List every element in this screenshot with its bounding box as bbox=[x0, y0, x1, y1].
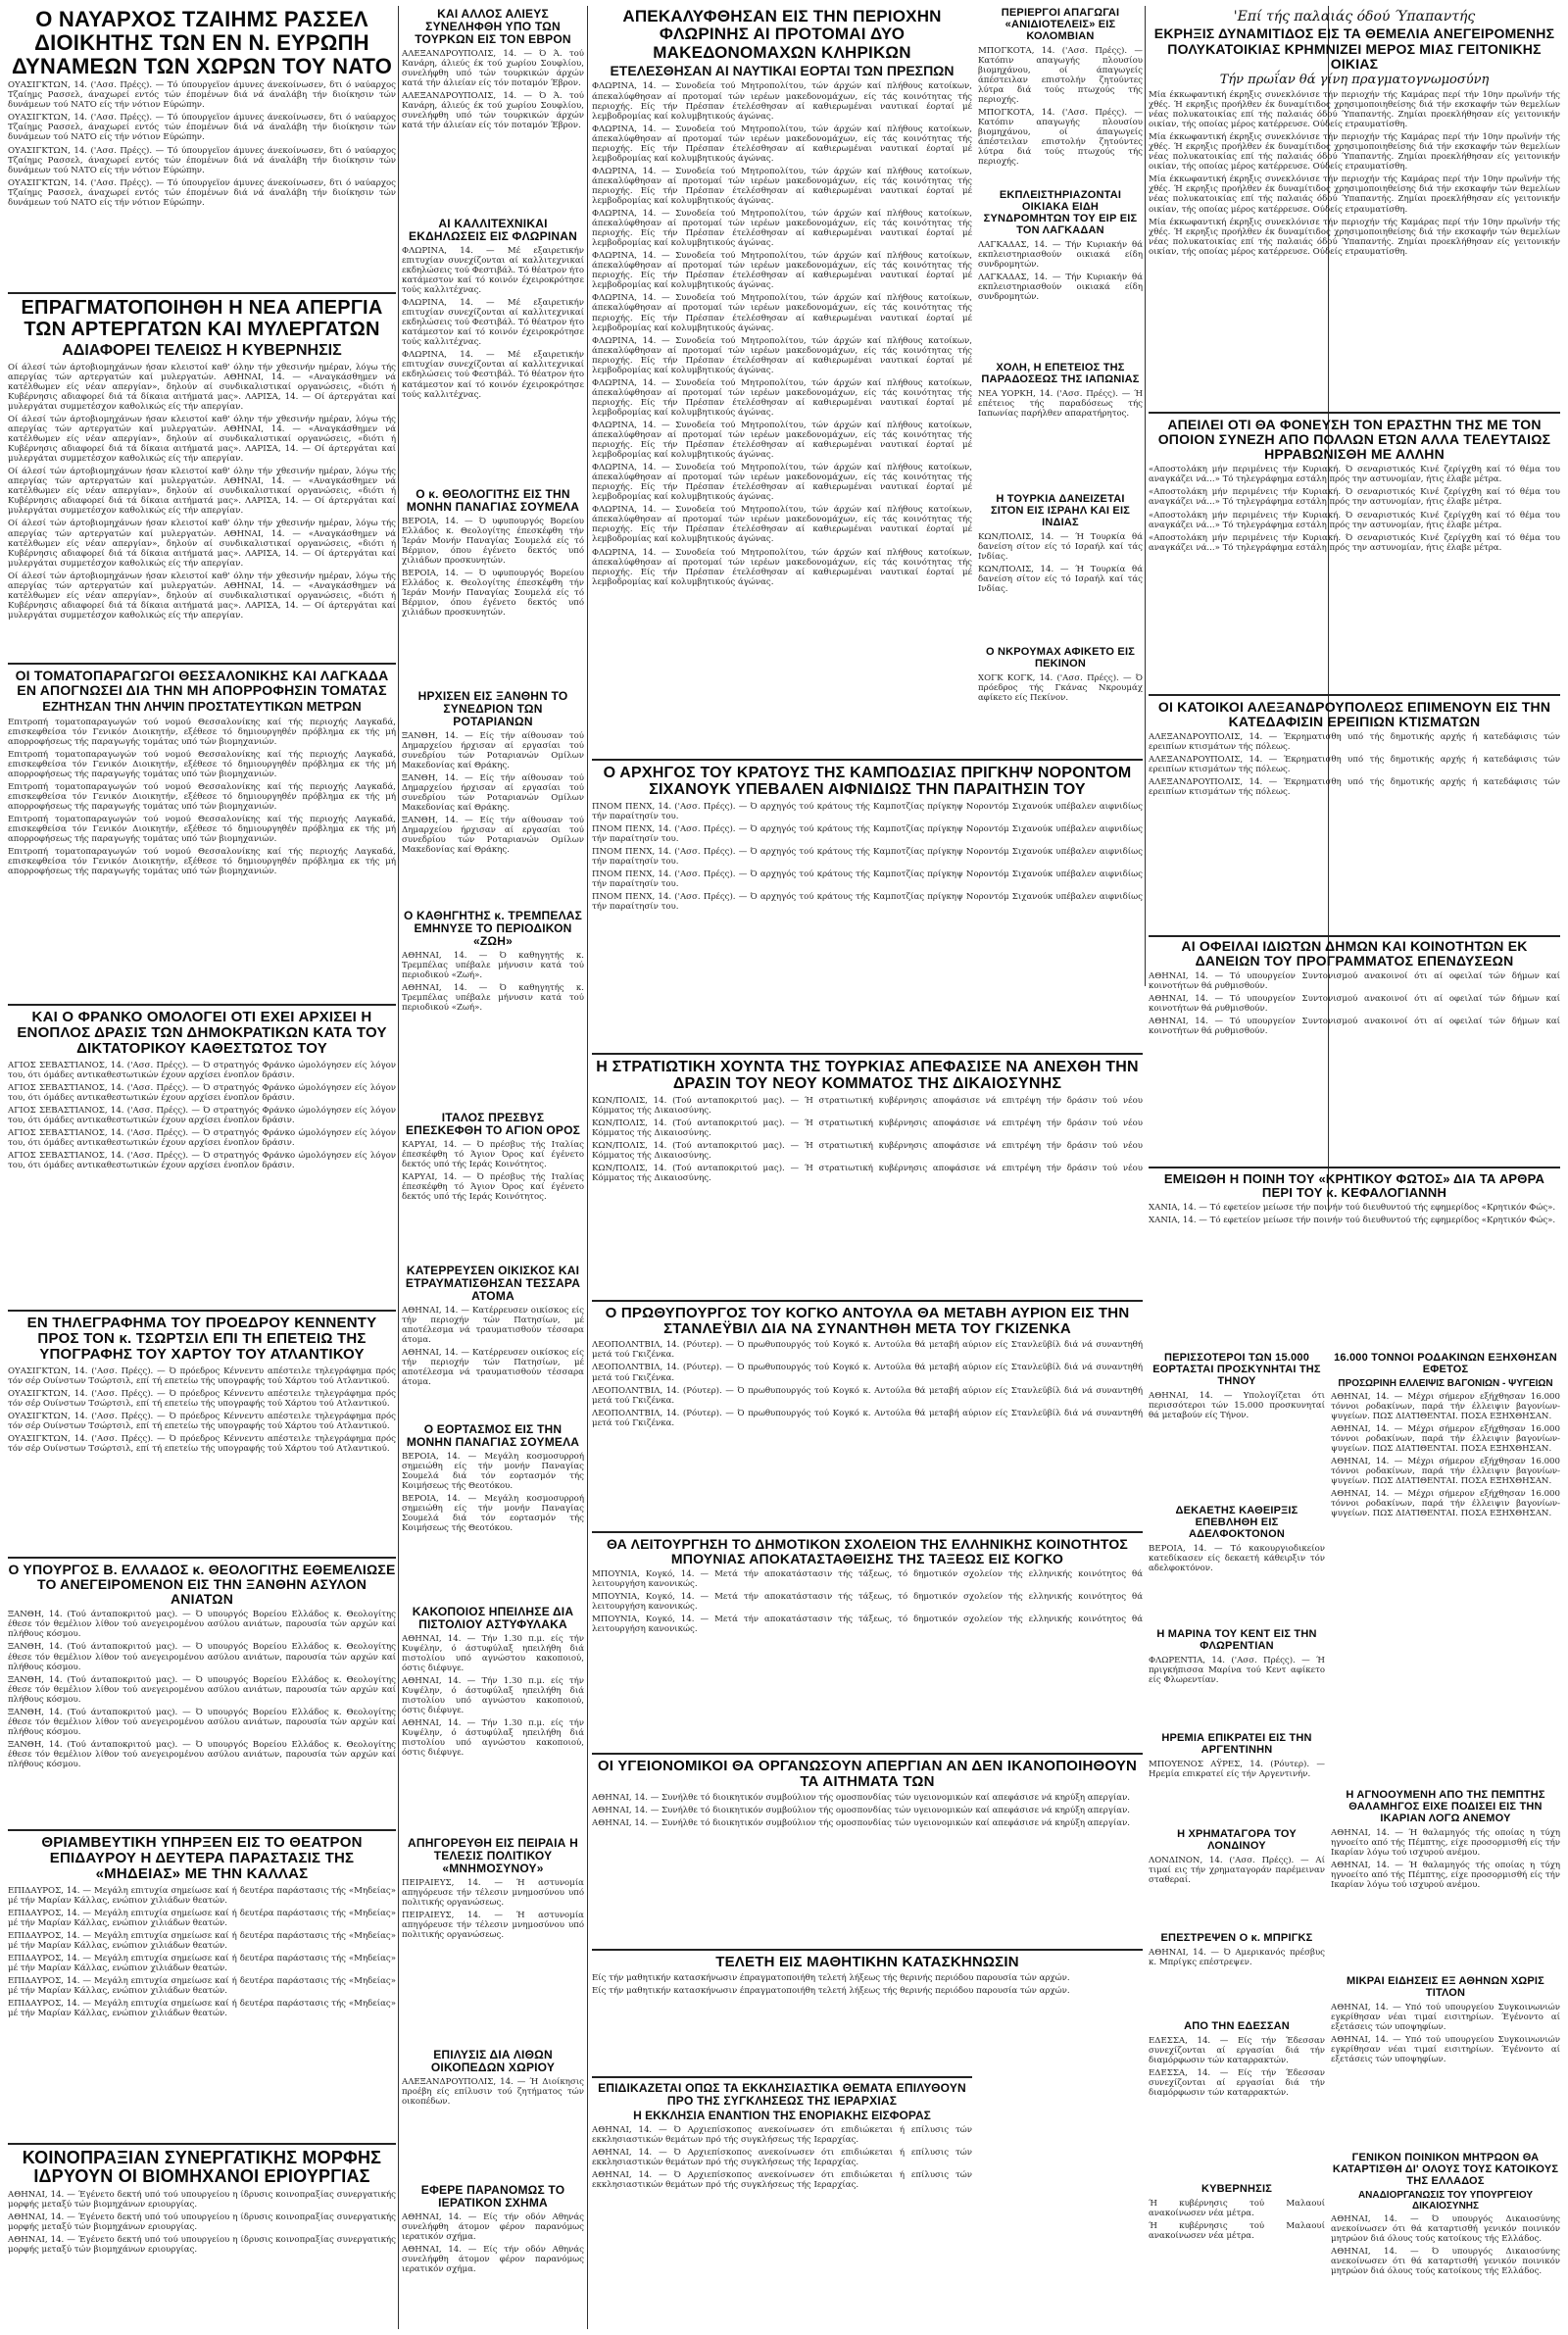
article-body: ΕΠΙΔΑΥΡΟΣ, 14. — Μεγάλη επιτυχία σημείωσε καί ή δευτέρα παράστασις τής «Μηδείας» μέ τήν Μαρίαν Κάλλας, ενώπιον χιλιάδων θεατών. bbox=[8, 1953, 396, 1973]
headline: ΙΤΑΛΟΣ ΠΡΕΣΒΥΣ ΕΠΕΣΚΕΦΘΗ ΤΟ ΑΓΙΟΝ ΟΡΟΣ bbox=[405, 1112, 581, 1137]
article-body: ΕΠΙΔΑΥΡΟΣ, 14. — Μεγάλη επιτυχία σημείωσε καί ή δευτέρα παράστασις τής «Μηδείας» μέ τήν Μαρίαν Κάλλας, ενώπιον χιλιάδων θεατών. bbox=[8, 1885, 396, 1906]
article-wool-industry bbox=[8, 2149, 396, 2329]
article-body: ΑΘΗΝΑΙ, 14. — Μέχρι σήμερον εξήχθησαν 16.000 τόννοι ροδακίνων, παρά τήν έλλειψιν βαγονίων-ψυγείων. ΠΩΣ ΔΙΑΤΙΘΕΝΤΑΙ. ΠΟΣΑ ΕΞΗΧΘΗΣΑΝ. bbox=[1331, 1391, 1560, 1421]
article-body: ΞΑΝΘΗ, 14. (Τού άνταποκριτού μας). — Ό υπουργός Βορείου Ελλάδος κ. Θεολογίτης έθεσε τόν θεμέλιον λίθον τού ανεγειρομένου ασύλου ανιάτων, παρουσία τών αρχών καί πλήθους κόσμου. bbox=[8, 1707, 396, 1737]
article-body: ΛΕΟΠΟΛΝΤΒΙΛ, 14. (Ρόυτερ). — Ό πρωθυπουργός τού Κογκό κ. Αντούλα θά μεταβή αύριον είς Στανλεϋβίλ διά νά συναντηθή μετά τού Γκιζένκα. bbox=[592, 1340, 1143, 1361]
article-body: ΑΘΗΝΑΙ, 14. — Υπό τού υπουργείου Συγκοινωνιών εγκρίθησαν νέαι τιμαί εισιτηρίων. Έγένοντο αί εξετάσεις τών υποψηφίων. bbox=[1331, 2034, 1560, 2064]
section-rule bbox=[8, 2143, 396, 2145]
article-body: ΑΘΗΝΑΙ, 14. — Τό υπουργείον Συντονισμού ανακοινοί ότι αί οφειλαί τών δήμων καί κοινοτήτων θά ρυθμισθούν. bbox=[1149, 971, 1560, 992]
subheadline: ΕΤΕΛΕΣΘΗΣΑΝ ΑΙ ΝΑΥΤΙΚΑΙ ΕΟΡΤΑΙ ΤΩΝ ΠΡΕΣΠΩΝ bbox=[610, 63, 955, 79]
article-body: ΑΘΗΝΑΙ, 14. — Κατέρρευσεν οικίσκος είς τήν περιοχήν τών Πατησίων, μέ αποτέλεσμα νά τραυματισθούν τέσσαρα άτομα. bbox=[402, 1348, 584, 1388]
article-turkey-wheat bbox=[978, 494, 1143, 641]
article-body: ΑΘΗΝΑΙ, 14. — Υπολογίζεται ότι περισσότεροι τών 15.000 προσκυνηταί θά μεταβούν είς Τήνον. bbox=[1149, 1390, 1325, 1420]
headline: ΚΥΒΕΡΝΗΣΙΣ bbox=[1200, 2184, 1273, 2195]
article-body: ΚΩΝ/ΠΟΛΙΣ, 14. — Ή Τουρκία θά δανείση σίτον είς τό Ισραήλ καί τάς Ινδίας. bbox=[978, 531, 1143, 562]
article-body: ΟΥΑΣΙΓΚΤΩΝ, 14. ('Ασσ. Πρέςς). — Τό ύπουργεϊον άμυνες άνεκοίνωσεν, δτι ό ναύαρχος Τζαίημς Ρασσελ, άναχωρεί εντός τών έπομένων διά νά άναλάβη τήν διοίκησιν τών δυνάμεων τού ΝΑΤΟ είς τήν νότιον Εύρώπην. bbox=[8, 145, 396, 175]
section-rule bbox=[592, 1949, 1143, 1951]
section-rule bbox=[8, 1829, 396, 1831]
article-body: Οί άλεσί τών άρτοβιομηχάνων ήσαν κλειστοί καθ' όλην τήν χθεσινήν ημέραν, λόγω τής απεργίας τών αρτεργατών καί μυλεργατών. ΑΘΗΝΑΙ, 14. — «Αναγκάσθημεν νά κατέλθωμεν είς νέαν απεργίαν», δηλούν αί συνδικαλιστικαί οργανώσεις, «διότι ή Κυβέρνησις αδιαφορεί διά τά δίκαια αιτήματά μας». ΛΑΡΙΣΑ, 14. — Οί άρτεργάται καί μυλεργάται συμμετέσχον καθολικώς είς τήν απεργίαν. bbox=[8, 571, 396, 621]
article-body: ΒΕΡΟΙΑ, 14. — Ό υφυπουργός Βορείου Ελλάδος κ. Θεολογίτης έπεσκέφθη τήν Ίεράν Μονήν Παναγίας Σουμελά είς τό Βέρμιον, όπου έγένετο δεκτός υπό χιλιάδων προσκυνητών. bbox=[402, 516, 584, 567]
article-body: ΒΕΡΟΙΑ, 14. — Ό υφυπουργός Βορείου Ελλάδος κ. Θεολογίτης έπεσκέφθη τήν Ίεράν Μονήν Παναγίας Σουμελά είς τό Βέρμιον, όπου έγένετο δεκτός υπό χιλιάδων προσκυνητών. bbox=[402, 569, 584, 619]
section-rule bbox=[592, 1531, 1143, 1533]
article-body: Επιτροπή τοματοπαραγωγών τού νομού Θεσσαλονίκης καί τής περιοχής Λαγκαδά, επισκεφθείσα τόν Γενικόν Διοικητήν, εξέθεσε τό δημιουργηθέν πρόβλημα εκ τής μή απορροφήσεως τής παραγωγής τομάτας υπό τών βιομηχανιών. bbox=[8, 781, 396, 812]
headline: ΕΚΡΗΞΙΣ ΔΥΝΑΜΙΤΙΔΟΣ ΕΙΣ ΤΑ ΘΕΜΕΛΙΑ ΑΝΕΓΕΙΡΟΜΕΝΗΣ ΠΟΛΥΚΑΤΟΙΚΙΑΣ ΚΡΗΜΝΙΖΕΙ ΜΕΡΟΣ ΜΙΑΣ ΓΕΙΤΟΝΙΚΗΣ ΟΙΚΙΑΣ bbox=[1153, 25, 1555, 72]
article-plots bbox=[402, 2049, 584, 2178]
article-body: ΑΛΕΞΑΝΔΡΟΥΠΟΛΙΣ, 14. — Ό Ά. τού Κανάρη, άλιεύς έκ τού χωρίου Σουφλίου, συνελήφθη υπό τών τουρκικών άρχών κατά τήν άλιείαν είς τόν ποταμόν Έβρον. bbox=[402, 48, 584, 88]
headline: ΘΑ ΛΕΙΤΟΥΡΓΗΣΗ ΤΟ ΔΗΜΟΤΙΚΟΝ ΣΧΟΛΕΙΟΝ ΤΗΣ ΕΛΛΗΝΙΚΗΣ ΚΟΙΝΟΤΗΤΟΣ ΜΠΟΥΝΙΑΣ ΑΠΟΚΑΤΑΣΤΑΘΕΙΣΗΣ ΤΗΣ ΤΑΞΕΩΣ ΕΙΣ ΚΟΓΚΟ bbox=[606, 1537, 1129, 1567]
article-body: ΕΔΕΣΣΑ, 14. — Είς τήν Έδεσσαν συνεχίζονται αί εργασίαι διά τήν διαμόρφωσιν τών καταρρακτών. bbox=[1149, 2068, 1325, 2099]
headline: ΚΑΙ Ο ΦΡΑΝΚΟ ΟΜΟΛΟΓΕΙ ΟΤΙ ΕΧΕΙ ΑΡΧΙΣΕΙ Η ΕΝΟΠΛΟΣ ΔΡΑΣΙΣ ΤΩΝ ΔΗΜΟΚΡΑΤΙΚΩΝ ΚΑΤΑ ΤΟΥ ΔΙΚΤΑΤΟΡΙΚΟΥ ΚΑΘΕΣΤΩΤΟΣ ΤΟΥ bbox=[17, 1010, 387, 1058]
article-body: ΞΑΝΘΗ, 14. (Τού άνταποκριτού μας). — Ό υπουργός Βορείου Ελλάδος κ. Θεολογίτης έθεσε τόν θεμέλιον λίθον τού ανεγειρομένου ασύλου ανιάτων, παρουσία τών αρχών καί πλήθους κόσμου. bbox=[8, 1674, 396, 1705]
article-body: Μία έκκωφαντική έκρηξις συνεκλόνισε τήν περιοχήν τής Καμάρας περί τήν 10ην πρωϊνήν τής χθές. Ή εκρηξις προήλθεν έκ δυναμίτιδος χρησιμοποιηθείσης διά τήν εκσκαφήν τών θεμελίων νέας πολυκατοικίας επί τής παλαιάς όδού Ύπαπαντής. Ζημίαι προεκλήθησαν είς γειτονικήν οικίαν, τής οποίας μέρος κατέρρευσε. Ούδείς ετραυματίσθη. bbox=[1149, 217, 1560, 257]
article-body: ΑΘΗΝΑΙ, 14. — Μέχρι σήμερον εξήχθησαν 16.000 τόννοι ροδακίνων, παρά τήν έλλειψιν βαγονίων-ψυγείων. ΠΩΣ ΔΙΑΤΙΘΕΝΤΑΙ. ΠΟΣΑ ΕΞΗΧΘΗΣΑΝ. bbox=[1331, 1423, 1560, 1454]
headline: Ο ΝΚΡΟΥΜΑΧ ΑΦΙΚΕΤΟ ΕΙΣ ΠΕΚΙΝΟΝ bbox=[985, 647, 1136, 670]
article-body: ΑΓΙΟΣ ΣΕΒΑΣΤΙΑΝΟΣ, 14. ('Ασσ. Πρέςς). — Ό στρατηγός Φράνκο ώμολόγησεν είς λόγον του, ότι όμάδες αντικαθεστωτικών έχουν αρχίσει ένοπλον δράσιν. bbox=[8, 1105, 396, 1125]
article-body: ΕΠΙΔΑΥΡΟΣ, 14. — Μεγάλη επιτυχία σημείωσε καί ή δευτέρα παράστασις τής «Μηδείας» μέ τήν Μαρίαν Κάλλας, ενώπιον χιλιάδων θεατών. bbox=[8, 1999, 396, 2019]
section-rule bbox=[8, 663, 396, 665]
article-theologitis-asylum bbox=[8, 1563, 396, 1825]
article-body: Μία έκκωφαντική έκρηξις συνεκλόνισε τήν περιοχήν τής Καμάρας περί τήν 10ην πρωϊνήν τής χθές. Ή εκρηξις προήλθεν έκ δυναμίτιδος χρησιμοποιηθείσης διά τήν εκσκαφήν τών θεμελίων νέας πολυκατοικίας επί τής παλαιάς όδού Ύπαπαντής. Ζημίαι προεκλήθησαν είς γειτονικήν οικίαν, τής οποίας μέρος κατέρρευσε. Ούδείς ετραυματίσθη. bbox=[1149, 132, 1560, 173]
headline: ΗΡΕΜΙΑ ΕΠΙΚΡΑΤΕΙ ΕΙΣ ΤΗΝ ΑΡΓΕΝΤΙΝΗΝ bbox=[1161, 1733, 1312, 1756]
article-trempelas-zoi bbox=[402, 910, 584, 1106]
headline: ΕΜΕΙΩΘΗ Η ΠΟΙΝΗ ΤΟΥ «ΚΡΗΤΙΚΟΥ ΦΩΤΟΣ» ΔΙΑ ΤΑ ΑΡΘΡΑ ΠΕΡΙ ΤΟΥ κ. ΚΕΦΑΛΟΓΙΑΝΝΗ bbox=[1163, 1172, 1545, 1201]
article-body: ΦΛΩΡΙΝΑ, 14. — Συνοδεία τού Μητροπολίτου, τών άρχών καί πλήθους κατοίκων, άπεκαλύφθησαν αί προτομαί τών ιερέων μακεδονομάχων, είς τάς κοινότητας τής περιοχής. Είς τήν Πρέσπαν έτελέσθησαν αί καθιερωμέναι ναυτικαί έορταί μέ λεμβοδρομίας καί κολυμβητικούς άγώνας. bbox=[592, 293, 972, 333]
article-government bbox=[1149, 2184, 1325, 2329]
subheadline: Τήν πρωΐαν θά γίνη πραγματογνωμοσύνη bbox=[1219, 72, 1490, 87]
article-body: «Αποστολάκη μήν περιμένεις τήν Κυριακή. Ό σεναριστικός Κινέ ζερίγχθη καί τό θέμα του αναγκάζει νά...» Τό τηλεγράφημα εστάλη πρός την αστυνομίαν, ήτις έλαβε μέτρα. bbox=[1149, 487, 1560, 508]
article-edessa bbox=[1149, 2021, 1325, 2178]
headline: ΘΡΙΑΜΒΕΥΤΙΚΗ ΥΠΗΡΞΕΝ ΕΙΣ ΤΟ ΘΕΑΤΡΟΝ ΕΠΙΔΑΥΡΟΥ Η ΔΕΥΤΕΡΑ ΠΑΡΑΣΤΑΣΙΣ ΤΗΣ «ΜΗΔΕΙΑΣ» ΜΕ ΤΗΝ ΚΑΛΛΑΣ bbox=[41, 1835, 363, 1883]
article-body: ΑΘΗΝΑΙ, 14. — Συνήλθε τό διοικητικόν συμβούλιον τής ομοσπονδίας τών υγειονομικών καί απεφάσισε νά κηρύξη απεργίαν. bbox=[592, 1806, 1131, 1816]
article-body: ΑΘΗΝΑΙ, 14. — Τό υπουργείον Συντονισμού ανακοινοί ότι αί οφειλαί τών δήμων καί κοινοτήτων θά ρυθμισθούν. bbox=[1149, 1017, 1560, 1037]
headline: Η ΑΓΝΟΟΥΜΕΝΗ ΑΠΟ ΤΗΣ ΠΕΜΠΤΗΣ ΘΑΛΑΜΗΓΟΣ ΕΙΧΕ ΠΟΔΙΣΕΙ ΕΙΣ ΤΗΝ ΙΚΑΡΙΑΝ ΛΟΓΩ ΑΝΕΜΟΥ bbox=[1346, 1790, 1545, 1824]
article-body: ΟΥΑΣΙΓΚΤΩΝ, 14. ('Ασσ. Πρέςς). — Ό πρόεδρος Κέννεντυ απέστειλε τηλεγράφημα πρός τόν σέρ Ουίνστων Τσώρτσιλ, επί τή επετείω τής υπογραφής τού Χάρτου τού Ατλαντικού. bbox=[8, 1411, 396, 1431]
article-body: ΑΘΗΝΑΙ, 14. — Τήν 1.30 π.μ. είς τήν Κυψέλην, ό άστυφύλαξ ηπειλήθη διά πιστολίου υπό αγνώστου κακοποιού, όστις διέφυγε. bbox=[402, 1633, 584, 1674]
article-body: ΦΛΩΡΙΝΑ, 14. — Συνοδεία τού Μητροπολίτου, τών άρχών καί πλήθους κατοίκων, άπεκαλύφθησαν αί προτομαί τών ιερέων μακεδονομάχων, είς τάς κοινότητας τής περιοχής. Είς τήν Πρέσπαν έτελέσθησαν αί καθιερωμέναι ναυτικαί έορταί μέ λεμβοδρομίας καί κολυμβητικούς άγώνας. bbox=[592, 463, 972, 503]
article-bakers-strike bbox=[8, 298, 396, 659]
headline: Ο ΑΡΧΗΓΟΣ ΤΟΥ ΚΡΑΤΟΥΣ ΤΗΣ ΚΑΜΠΟΔΣΙΑΣ ΠΡΙΓΚΗΨ ΝΟΡΟΝΤΟΜ ΣΙΧΑΝΟΥΚ ΥΠΕΒΑΛΕΝ ΑΙΦΝΙΔΙΩΣ ΤΗΝ ΠΑΡΑΙΤΗΣΙΝ ΤΟΥ bbox=[603, 765, 1132, 799]
article-body: ΒΕΡΟΙΑ, 14. — Μεγάλη κοσμοσυρροή σημειώθη είς τήν μονήν Παναγίας Σουμελά διά τόν εορτασμόν τής Κοιμήσεως τής Θεοτόκου. bbox=[402, 1494, 584, 1534]
article-tomato-growers bbox=[8, 669, 396, 1002]
article-argentina-calm bbox=[1149, 1733, 1325, 1823]
article-franco bbox=[8, 1010, 396, 1304]
headline: ΕΠΙΔΙΚΑΖΕΤΑΙ ΟΠΩΣ ΤΑ ΕΚΚΛΗΣΙΑΣΤΙΚΑ ΘΕΜΑΤΑ ΕΠΙΛΥΘΟΥΝ ΠΡΟ ΤΗΣ ΣΥΓΚΛΗΣΕΩΣ ΤΗΣ ΙΕΡΑΡΧΙΑΣ bbox=[598, 2082, 966, 2108]
article-clerical-garb bbox=[402, 2184, 584, 2329]
article-body: ΑΘΗΝΑΙ, 14. — Ή θαλαμηγός τής οποίας η τύχη ηγνοείτο από τής Πέμπτης, είχε προσορμισθή είς τήν Ικαρίαν λόγω τού ισχυρού ανέμου. bbox=[1331, 1827, 1560, 1858]
article-body: ΛΕΟΠΟΛΝΤΒΙΛ, 14. (Ρόυτερ). — Ό πρωθυπουργός τού Κογκό κ. Αντούλα θά μεταβή αύριον είς Στανλεϋβίλ διά νά συναντηθή μετά τού Γκιζένκα. bbox=[592, 1408, 1143, 1428]
section-rule bbox=[1149, 694, 1560, 696]
article-body: ΕΠΙΔΑΥΡΟΣ, 14. — Μεγάλη επιτυχία σημείωσε καί ή δευτέρα παράστασις τής «Μηδείας» μέ τήν Μαρίαν Κάλλας, ενώπιον χιλιάδων θεατών. bbox=[8, 1930, 396, 1951]
article-peach-exports bbox=[1331, 1353, 1560, 1784]
headline: ΓΕΝΙΚΟΝ ΠΟΙΝΙΚΟΝ ΜΗΤΡΩΟΝ ΘΑ ΚΑΤΑΡΤΙΣΘΗ ΔΙ' ΟΛΟΥΣ ΤΟΥΣ ΚΑΤΟΙΚΟΥΣ ΤΗΣ ΕΛΛΑΔΟΣ bbox=[1332, 2153, 1559, 2187]
article-body: ΑΘΗΝΑΙ, 14. — Κατέρρευσεν οικίσκος είς τήν περιοχήν τών Πατησίων, μέ αποτέλεσμα νά τραυματισθούν τέσσαρα άτομα. bbox=[402, 1305, 584, 1345]
article-admiral-russell bbox=[8, 8, 396, 292]
article-body: ΑΘΗΝΑΙ, 14. — Έγένετο δεκτή υπό τού υπουργείου η ίδρυσις κοινοπραξίας συνεργατικής μορφής μεταξύ τών βιομηχάνων εριουργίας. bbox=[8, 2235, 396, 2256]
article-dynamite-explosion bbox=[1149, 8, 1560, 410]
article-body: ΑΓΙΟΣ ΣΕΒΑΣΤΙΑΝΟΣ, 14. ('Ασσ. Πρέςς). — Ό στρατηγός Φράνκο ώμολόγησεν είς λόγον του, ότι όμάδες αντικαθεστωτικών έχουν αρχίσει ένοπλον δράσιν. bbox=[8, 1082, 396, 1103]
article-body: ΦΛΩΡΙΝΑ, 14. — Συνοδεία τού Μητροπολίτου, τών άρχών καί πλήθους κατοίκων, άπεκαλύφθησαν αί προτομαί τών ιερέων μακεδονομάχων, είς τάς κοινότητας τής περιοχής. Είς τήν Πρέσπαν έτελέσθησαν αί καθιερωμέναι ναυτικαί έορταί μέ λεμβοδρομίας καί κολυμβητικούς άγώνας. bbox=[592, 335, 972, 375]
article-body: ΕΠΙΔΑΥΡΟΣ, 14. — Μεγάλη επιτυχία σημείωσε καί ή δευτέρα παράστασις τής «Μηδείας» μέ τήν Μαρίαν Κάλλας, ενώπιον χιλιάδων θεατών. bbox=[8, 1908, 396, 1928]
article-body: ΦΛΩΡΙΝΑ, 14. — Μέ εξαιρετικήν επιτυχίαν συνεχίζονται αί καλλιτεχνικαί εκδηλώσεις τού Φεστιβάλ. Τό θέατρον ήτο κατάμεστον καί τό κοινόν έχειροκρότησε τούς καλλιτέχνας. bbox=[402, 245, 584, 296]
headline: ΕΠΙΛΥΣΙΣ ΔΙΑ ΛΙΘΩΝ ΟΙΚΟΠΕΔΩΝ ΧΩΡΙΟΥ bbox=[430, 2049, 556, 2074]
headline: ΔΕΚΑΕΤΗΣ ΚΑΘΕΙΡΞΙΣ ΕΠΕΒΛΗΘΗ ΕΙΣ ΑΔΕΛΦΟΚΤΟΝΟΝ bbox=[1175, 1506, 1298, 1540]
article-body: ΜΠΟΥΝΙΑ, Κογκό, 14. — Μετά τήν αποκατάστασιν τής τάξεως, τό δημοτικόν σχολείον τής ελληνικής κοινότητος θά λειτουργήση κανονικώς. bbox=[592, 1615, 1143, 1635]
article-body: Είς τήν μαθητικήν κατασκήνωσιν έπραγματοποιήθη τελετή λήξεως τής θερινής περιόδου παρουσία τών αρχών. bbox=[592, 1973, 1070, 1984]
article-london-exchange bbox=[1149, 1829, 1325, 1927]
section-rule bbox=[1149, 935, 1560, 937]
article-body: ΦΛΩΡΙΝΑ, 14. — Συνοδεία τού Μητροπολίτου, τών άρχών καί πλήθους κατοίκων, άπεκαλύφθησαν αί προτομαί τών ιερέων μακεδονομάχων, είς τάς κοινότητας τής περιοχής. Είς τήν Πρέσπαν έτελέσθησαν αί καθιερωμέναι ναυτικαί έορταί μέ λεμβοδρομίας καί κολυμβητικούς άγώνας. bbox=[592, 209, 972, 249]
article-body: ΑΘΗΝΑΙ, 14. — Έγένετο δεκτή υπό τού υπουργείου η ίδρυσις κοινοπραξίας συνεργατικής μορφής μεταξύ τών βιομηχάνων εριουργίας. bbox=[8, 2211, 396, 2233]
article-body: Μία έκκωφαντική έκρηξις συνεκλόνισε τήν περιοχήν τής Καμάρας περί τήν 10ην πρωϊνήν τής χθές. Ή εκρηξις προήλθεν έκ δυναμίτιδος χρησιμοποιηθείσης διά τήν εκσκαφήν τών θεμελίων νέας πολυκατοικίας επί τής παλαιάς όδού Ύπαπαντής. Ζημίαι προεκλήθησαν είς γειτονικήν οικίαν, τής οποίας μέρος κατέρρευσε. Ούδείς ετραυματίσθη. bbox=[1149, 90, 1560, 130]
article-body: Οί άλεσί τών άρτοβιομηχάνων ήσαν κλειστοί καθ' όλην τήν χθεσινήν ημέραν, λόγω τής απεργίας τών αρτεργατών καί μυλεργατών. ΑΘΗΝΑΙ, 14. — «Αναγκάσθημεν νά κατέλθωμεν είς νέαν απεργίαν», δηλούν αί συνδικαλιστικαί οργανώσεις, «διότι ή Κυβέρνησις αδιαφορεί διά τά δίκαια αιτήματά μας». ΛΑΡΙΣΑ, 14. — Οί άρτεργάται καί μυλεργάται συμμετέσχον καθολικώς είς τήν απεργίαν. bbox=[8, 362, 396, 412]
article-house-collapse bbox=[402, 1265, 584, 1417]
article-body: ΠΝΟΜ ΠΕΝΧ, 14. ('Ασσ. Πρέςς). — Ό αρχηγός τού κράτους τής Καμποτζίας πρίγκηψ Νοροντόμ Σιχανούκ υπέβαλεν αιφνιδίως τήν παραίτησίν του. bbox=[592, 891, 1143, 912]
article-body: ΑΘΗΝΑΙ, 14. — Τήν 1.30 π.μ. είς τήν Κυψέλην, ό άστυφύλαξ ηπειλήθη διά πιστολίου υπό αγνώστου κακοποιού, όστις διέφυγε. bbox=[402, 1718, 584, 1759]
article-body: ΠΝΟΜ ΠΕΝΧ, 14. ('Ασσ. Πρέςς). — Ό αρχηγός τού κράτους τής Καμποτζίας πρίγκηψ Νοροντόμ Σιχανούκ υπέβαλεν αιφνιδίως τήν παραίτησίν του. bbox=[592, 846, 1143, 867]
article-student-camp bbox=[592, 1955, 1143, 2072]
article-body: «Αποστολάκη μήν περιμένεις τήν Κυριακή. Ό σεναριστικός Κινέ ζερίγχθη καί τό θέμα του αναγκάζει νά...» Τό τηλεγράφημα εστάλη πρός την αστυνομίαν, ήτις έλαβε μέτρα. bbox=[1149, 465, 1560, 485]
article-body: ΞΑΝΘΗ, 14. (Τού άνταποκριτού μας). — Ό υπουργός Βορείου Ελλάδος κ. Θεολογίτης έθεσε τόν θεμέλιον λίθον τού ανεγειρομένου ασύλου ανιάτων, παρουσία τών αρχών καί πλήθους κόσμου. bbox=[8, 1739, 396, 1769]
article-nkrumah-peking bbox=[978, 647, 1143, 753]
section-rule bbox=[592, 1753, 1143, 1755]
headline: ΑΠΟ ΤΗΝ ΕΔΕΣΣΑΝ bbox=[1184, 2021, 1290, 2032]
article-body: ΑΛΕΞΑΝΔΡΟΥΠΟΛΙΣ, 14. — Έκρηματισθη υπό τής δημοτικής αρχής ή κατεδάφισις τών ερειπίων κτισμάτων τής πόλεως. bbox=[1149, 755, 1560, 775]
article-body: ΑΘΗΝΑΙ, 14. — Μέχρι σήμερον εξήχθησαν 16.000 τόννοι ροδακίνων, παρά τήν έλλειψιν βαγονίων-ψυγείων. ΠΩΣ ΔΙΑΤΙΘΕΝΤΑΙ. ΠΟΣΑ ΕΞΗΧΘΗΣΑΝ. bbox=[1331, 1489, 1560, 1519]
headline: Η ΤΟΥΡΚΙΑ ΔΑΝΕΙΖΕΤΑΙ ΣΙΤΟΝ ΕΙΣ ΙΣΡΑΗΛ ΚΑΙ ΕΙΣ ΙΝΔΙΑΣ bbox=[990, 494, 1131, 528]
article-body: ΞΑΝΘΗ, 14. (Τού άνταποκριτού μας). — Ό υπουργός Βορείου Ελλάδος κ. Θεολογίτης έθεσε τόν θεμέλιον λίθον τού ανεγειρομένου ασύλου ανιάτων, παρουσία τών αρχών καί πλήθους κόσμου. bbox=[8, 1610, 396, 1640]
article-body: ΧΑΝΙΑ, 14. — Τό εφετείον μείωσε τήν ποινήν τού διευθυντού τής εφημερίδος «Κρητικόν Φώς». bbox=[1149, 1203, 1556, 1214]
article-body: ΚΩΝ/ΠΟΛΙΣ, 14. (Τού ανταποκριτού μας). — Ή στρατιωτική κυβέρνησις αποφάσισε νά επιτρέψη τήν δράσιν τού νέου Κόμματος τής Δικαιοσύνης. bbox=[592, 1095, 1143, 1116]
article-body: ΠΕΙΡΑΙΕΥΣ, 14. — Ή αστυνομία απηγόρευσε τήν τέλεσιν μνημοσύνου υπό πολιτικής οργανώσεως. bbox=[402, 1911, 584, 1941]
article-body: ΑΘΗΝΑΙ, 14. — Είς τήν οδόν Αθηνάς συνελήφθη άτομον φέρον παρανόμως ιερατικόν σχήμα. bbox=[402, 2245, 584, 2275]
article-body: ΑΘΗΝΑΙ, 14. — Ό υπουργός Δικαιοσύνης ανεκοίνωσεν ότι θά καταρτισθή γενικόν ποινικόν μητρώον διά όλους τούς κατοίκους τής Ελλάδος. bbox=[1331, 2246, 1560, 2276]
section-rule bbox=[592, 2076, 972, 2078]
section-rule bbox=[8, 1557, 396, 1559]
headline: ΟΙ ΚΑΤΟΙΚΟΙ ΑΛΕΞΑΝΔΡΟΥΠΟΛΕΩΣ ΕΠΙΜΕΝΟΥΝ ΕΙΣ ΤΗΝ ΚΑΤΕΔΑΦΙΣΙΝ ΕΡΕΙΠΙΩΝ ΚΤΙΣΜΑΤΩΝ bbox=[1157, 700, 1551, 730]
article-body: ΦΛΩΡΕΝΤΙΑ, 14. ('Ασσ. Πρέςς). — Ή πριγκήπισσα Μαρίνα τού Κεντ αφίκετο είς Φλωρεντίαν. bbox=[1149, 1655, 1325, 1685]
article-body: ΑΘΗΝΑΙ, 14. — Ό υπουργός Δικαιοσύνης ανεκοίνωσεν ότι θά καταρτισθή γενικόν ποινικόν μητρώον διά όλους τούς κατοίκους τής Ελλάδος. bbox=[1331, 2213, 1560, 2244]
article-body: ΑΓΙΟΣ ΣΕΒΑΣΤΙΑΝΟΣ, 14. ('Ασσ. Πρέςς). — Ό στρατηγός Φράνκο ώμολόγησεν είς λόγον του, ότι όμάδες αντικαθεστωτικών έχουν αρχίσει ένοπλον δράσιν. bbox=[8, 1127, 396, 1148]
article-callas-medea bbox=[8, 1835, 396, 2139]
subheadline: Η ΕΚΚΛΗΣΙΑ ΕΝΑΝΤΙΟΝ ΤΗΣ ΕΝΟΡΙΑΚΗΣ ΕΙΣΦΟΡΑΣ bbox=[633, 2108, 931, 2122]
article-body: ΑΘΗΝΑΙ, 14. — Έγένετο δεκτή υπό τού υπουργείου η ίδρυσις κοινοπραξίας συνεργατικής μορφής μεταξύ τών βιομηχάνων εριουργίας. bbox=[8, 2189, 396, 2210]
article-soumela-visit bbox=[402, 488, 584, 684]
article-body: ΜΠΟΓΚΟΤΑ, 14. ('Ασσ. Πρέςς). — Κατόπιν απαγωγής πλουσίου βιομηχάνου, οί άπαγωγείς άπέστειλαν επιστολήν ζητούντες λύτρα διά τούς πτωχούς τής περιοχής. bbox=[978, 107, 1143, 168]
column-divider bbox=[1145, 6, 1146, 986]
headline: ΤΕΛΕΤΗ ΕΙΣ ΜΑΘΗΤΙΚΗΝ ΚΑΤΑΣΚΗΝΩΣΙΝ bbox=[715, 1955, 1019, 1970]
article-lagkadas-auction bbox=[978, 190, 1143, 357]
article-body: ΟΥΑΣΙΓΚΤΩΝ, 14. ('Ασσ. Πρέςς). — Ό πρόεδρος Κέννεντυ απέστειλε τηλεγράφημα πρός τόν σέρ Ουίνστων Τσώρτσιλ, επί τή επετείω τής υπογραφής τού Χάρτου τού Ατλαντικού. bbox=[8, 1388, 396, 1409]
article-yacht-ikaria bbox=[1331, 1790, 1560, 1970]
article-body: ΟΥΑΣΙΓΚΤΩΝ, 14. ('Ασσ. Πρέςς). — Τό ύπουργεϊον άμυνες άνεκοίνωσεν, δτι ό ναύαρχος Τζαίημς Ρασσελ, άναχωρεί εντός τών έπομένων διά νά άναλάβη τήν διοίκησιν τών δυνάμεων τού ΝΑΤΟ είς τήν νότιον Εύρώπην. bbox=[8, 113, 396, 143]
article-body: ΛΑΓΚΑΔΑΣ, 14. — Τήν Κυριακήν θά εκπλειστηριασθούν οικιακά είδη συνδρομητών. bbox=[978, 272, 1143, 302]
article-body: ΚΩΝ/ΠΟΛΙΣ, 14. (Τού ανταποκριτού μας). — Ή στρατιωτική κυβέρνησις αποφάσισε νά επιτρέψη τήν δράσιν τού νέου Κόμματος τής Δικαιοσύνης. bbox=[592, 1118, 1143, 1138]
article-body: ΟΥΑΣΙΓΚΤΩΝ, 14. ('Ασσ. Πρέςς). — Ό πρόεδρος Κέννεντυ απέστειλε τηλεγράφημα πρός τόν σέρ Ουίνστων Τσώρτσιλ, επί τή επετείω τής υπογραφής τού Χάρτου τού Ατλαντικού. bbox=[8, 1433, 396, 1454]
section-rule bbox=[592, 1053, 1143, 1055]
article-fratricide bbox=[1149, 1506, 1325, 1623]
column-divider bbox=[398, 6, 399, 2329]
article-body: ΑΘΗΝΑΙ, 14. — Ή θαλαμηγός τής οποίας η τύχη ηγνοείτο από τής Πέμπτης, είχε προσορμισθή είς τήν Ικαρίαν λόγω τού ισχυρού ανέμου. bbox=[1331, 1860, 1560, 1890]
article-piraeus-memorial bbox=[402, 1837, 584, 2043]
article-body: Επιτροπή τοματοπαραγωγών τού νομού Θεσσαλονίκης καί τής περιοχής Λαγκαδά, επισκεφθείσα τόν Γενικόν Διοικητήν, εξέθεσε τό δημιουργηθέν πρόβλημα εκ τής μή απορροφήσεως τής παραγωγής τομάτας υπό τών βιομηχανιών. bbox=[8, 717, 396, 747]
article-florina-busts bbox=[592, 8, 972, 753]
article-body: ΦΛΩΡΙΝΑ, 14. — Συνοδεία τού Μητροπολίτου, τών άρχών καί πλήθους κατοίκων, άπεκαλύφθησαν αί προτομαί τών ιερέων μακεδονομάχων, είς τάς κοινότητας τής περιοχής. Είς τήν Πρέσπαν έτελέσθησαν αί καθιερωμέναι ναυτικαί έορταί μέ λεμβοδρομίας καί κολυμβητικούς άγώνας. bbox=[592, 124, 972, 164]
section-rule bbox=[592, 759, 1143, 761]
article-body: ΞΑΝΘΗ, 14. — Είς τήν αίθουσαν τού Δημαρχείου ήρχισαν αί εργασίαι τού συνεδρίου τών Ροταριανών Ομίλων Μακεδονίας καί Θράκης. bbox=[402, 730, 584, 770]
article-body: Επιτροπή τοματοπαραγωγών τού νομού Θεσσαλονίκης καί τής περιοχής Λαγκαδά, επισκεφθείσα τόν Γενικόν Διοικητήν, εξέθεσε τό δημιουργηθέν πρόβλημα εκ τής μή απορροφήσεως τής παραγωγής τομάτας υπό τών βιομηχανιών. bbox=[8, 749, 396, 779]
article-body: Μία έκκωφαντική έκρηξις συνεκλόνισε τήν περιοχήν τής Καμάρας περί τήν 10ην πρωϊνήν τής χθές. Ή εκρηξις προήλθεν έκ δυναμίτιδος χρησιμοποιηθείσης διά τήν εκσκαφήν τών θεμελίων νέας πολυκατοικίας επί τής παλαιάς όδού Ύπαπαντής. Ζημίαι προεκλήθησαν είς γειτονικήν οικίαν, τής οποίας μέρος κατέρρευσε. Ούδείς ετραυματίσθη. bbox=[1149, 174, 1560, 215]
headline: ΜΙΚΡΑΙ ΕΙΔΗΣΕΙΣ ΕΞ ΑΘΗΝΩΝ ΧΩΡΙΣ ΤΙΤΛΟΝ bbox=[1347, 1976, 1544, 1999]
section-rule bbox=[1149, 1167, 1560, 1168]
article-body: ΑΛΕΞΑΝΔΡΟΥΠΟΛΙΣ, 14. — Ή Διοίκησις προέβη είς επίλυσιν τού ζητήματος τών οικοπέδων. bbox=[402, 2076, 584, 2107]
article-soumela-feast bbox=[402, 1423, 584, 1600]
article-body: ΦΛΩΡΙΝΑ, 14. — Μέ εξαιρετικήν επιτυχίαν συνεχίζονται αί καλλιτεχνικαί εκδηλώσεις τού Φεστιβάλ. Τό θέατρον ήτο κατάμεστον καί τό κοινόν έχειροκρότησε τούς καλλιτέχνας. bbox=[402, 298, 584, 348]
article-body: Ή κυβέρνησις τού Μαλαουί ανακοίνωσεν νέα μέτρα. bbox=[1149, 2198, 1325, 2218]
section-rule bbox=[8, 1310, 396, 1312]
headline: Ο κ. ΘΕΟΛΟΓΙΤΗΣ ΕΙΣ ΤΗΝ ΜΟΝΗΝ ΠΑΝΑΓΙΑΣ ΣΟΥΜΕΛΑ bbox=[406, 488, 580, 514]
article-body: Επιτροπή τοματοπαραγωγών τού νομού Θεσσαλονίκης καί τής περιοχής Λαγκαδά, επισκεφθείσα τόν Γενικόν Διοικητήν, εξέθεσε τό δημιουργηθέν πρόβλημα εκ τής μή απορροφήσεως τής παραγωγής τομάτας υπό τών βιομηχανιών. bbox=[8, 847, 396, 877]
article-kennedy-telegram bbox=[8, 1316, 396, 1553]
article-body: ΝΕΑ ΥΟΡΚΗ, 14. ('Ασσ. Πρέςς). — Ή επέτειος τής παραδόσεως τής Ιαπωνίας παρήλθεν απαρατήρητος. bbox=[978, 388, 1143, 419]
article-body: ΞΑΝΘΗ, 14. — Είς τήν αίθουσαν τού Δημαρχείου ήρχισαν αί εργασίαι τού συνεδρίου τών Ροταριανών Ομίλων Μακεδονίας καί Θράκης. bbox=[402, 816, 584, 856]
headline: ΕΦΕΡΕ ΠΑΡΑΝΟΜΩΣ ΤΟ ΙΕΡΑΤΙΚΟΝ ΣΧΗΜΑ bbox=[420, 2184, 565, 2210]
article-body: ΟΥΑΣΙΓΚΤΩΝ, 14. ('Ασσ. Πρέςς). — Τό ύπουργεϊον άμυνες άνεκοίνωσεν, δτι ό ναύαρχος Τζαίημς Ρασσελ, άναχωρεί εντός τών έπομένων διά νά άναλάβη τήν διοίκησιν τών δυνάμεων τού ΝΑΤΟ είς τήν νότιον Εύρώπην. bbox=[8, 177, 396, 208]
article-body: ΑΘΗΝΑΙ, 14. — Τό υπουργείον Συντονισμού ανακοινοί ότι αί οφειλαί τών δήμων καί κοινοτήτων θά ρυθμισθούν. bbox=[1149, 994, 1560, 1015]
article-body: ΕΠΙΔΑΥΡΟΣ, 14. — Μεγάλη επιτυχία σημείωσε καί ή δευτέρα παράστασις τής «Μηδείας» μέ τήν Μαρίαν Κάλλας, ενώπιον χιλιάδων θεατών. bbox=[8, 1975, 396, 1996]
headline: Ο ΠΡΩΘΥΠΟΥΡΓΟΣ ΤΟΥ ΚΟΓΚΟ ΑΝΤΟΥΛΑ ΘΑ ΜΕΤΑΒΗ ΑΥΡΙΟΝ ΕΙΣ ΤΗΝ ΣΤΑΝΛΕΫΒΙΛ ΔΙΑ ΝΑ ΣΥΝΑΝΤΗΘΗ ΜΕΤΑ ΤΟΥ ΓΚΙΖΕΝΚΑ bbox=[605, 1306, 1130, 1338]
article-body: ΞΑΝΘΗ, 14. (Τού άνταποκριτού μας). — Ό υπουργός Βορείου Ελλάδος κ. Θεολογίτης έθεσε τόν θεμέλιον λίθον τού ανεγειρομένου ασύλου ανιάτων, παρουσία τών αρχών καί πλήθους κόσμου. bbox=[8, 1642, 396, 1672]
subheadline: ΑΝΑΔΙΟΡΓΑΝΩΣΙΣ ΤΟΥ ΥΠΟΥΡΓΕΙΟΥ ΔΙΚΑΙΟΣΥΝΗΣ bbox=[1357, 2189, 1534, 2211]
article-body: ΑΓΙΟΣ ΣΕΒΑΣΤΙΑΝΟΣ, 14. ('Ασσ. Πρέςς). — Ό στρατηγός Φράνκο ώμολόγησεν είς λόγον του, ότι όμάδες αντικαθεστωτικών έχουν αρχίσει ένοπλον δράσιν. bbox=[8, 1150, 396, 1170]
subheadline: ΠΡΟΣΩΡΙΝΗ ΕΛΛΕΙΨΙΣ ΒΑΓΟΝΙΩΝ - ΨΥΓΕΙΩΝ bbox=[1338, 1377, 1553, 1389]
headline: ΠΕΡΙΣΣΟΤΕΡΟΙ ΤΩΝ 15.000 ΕΟΡΤΑΣΤΑΙ ΠΡΟΣΚΥΝΗΤΑΙ ΤΗΣ ΤΗΝΟΥ bbox=[1152, 1353, 1321, 1387]
article-body: ΑΘΗΝΑΙ, 14. — Υπό τού υπουργείου Συγκοινωνιών εγκρίθησαν νέαι τιμαί εισιτηρίων. Έγένοντο αί εξετάσεις τών υποψηφίων. bbox=[1331, 2002, 1560, 2032]
article-cambodia-sihanouk bbox=[592, 765, 1143, 1049]
article-tinos-pilgrims bbox=[1149, 1353, 1325, 1500]
headline: Η ΜΑΡΙΝΑ ΤΟΥ ΚΕΝΤ ΕΙΣ ΤΗΝ ΦΛΩΡΕΝΤΙΑΝ bbox=[1156, 1629, 1317, 1652]
article-body: ΑΘΗΝΑΙ, 14. — Ό Αμερικανός πρέσβυς κ. Μπρίγκς επέστρεψεν. bbox=[1149, 1947, 1325, 1967]
article-body: ΛΕΟΠΟΛΝΤΒΙΛ, 14. (Ρόυτερ). — Ό πρωθυπουργός τού Κογκό κ. Αντούλα θά μεταβή αύριον είς Στανλεϋβίλ διά νά συναντηθή μετά τού Γκιζένκα. bbox=[592, 1363, 1143, 1383]
headline: ΑΠΗΓΟΡΕΥΘΗ ΕΙΣ ΠΕΙΡΑΙΑ Η ΤΕΛΕΣΙΣ ΠΟΛΙΤΙΚΟΥ «ΜΝΗΜΟΣΥΝΟΥ» bbox=[408, 1837, 578, 1875]
article-alexandroupolis-ruins bbox=[1149, 700, 1560, 933]
article-body: ΠΝΟΜ ΠΕΝΧ, 14. ('Ασσ. Πρέςς). — Ό αρχηγός τού κράτους τής Καμποτζίας πρίγκηψ Νοροντόμ Σιχανούκ υπέβαλεν αιφνιδίως τήν παραίτησίν του. bbox=[592, 801, 1143, 821]
headline: ΗΡΧΙΣΕΝ ΕΙΣ ΞΑΝΘΗΝ ΤΟ ΣΥΝΕΔΡΙΟΝ ΤΩΝ ΡΟΤΑΡΙΑΝΩΝ bbox=[417, 690, 568, 728]
article-bunia-school bbox=[592, 1537, 1143, 1749]
article-body: Επιτροπή τοματοπαραγωγών τού νομού Θεσσαλονίκης καί τής περιοχής Λαγκαδά, επισκεφθείσα τόν Γενικόν Διοικητήν, εξέθεσε τό δημιουργηθέν πρόβλημα εκ τής μή απορροφήσεως τής παραγωγής τομάτας υπό τών βιομηχανιών. bbox=[8, 814, 396, 845]
article-kritiko-fos bbox=[1149, 1172, 1560, 1349]
headline: 16.000 ΤΟΝΝΟΙ ΡΟΔΑΚΙΝΩΝ ΕΞΗΧΘΗΣΑΝ ΕΦΕΤΟΣ bbox=[1334, 1353, 1557, 1375]
article-body: ΜΠΟΥΝΙΑ, Κογκό, 14. — Μετά τήν αποκατάστασιν τής τάξεως, τό δημοτικόν σχολείον τής ελληνικής κοινότητος θά λειτουργήση κανονικώς. bbox=[592, 1592, 1143, 1613]
article-body: ΚΩΝ/ΠΟΛΙΣ, 14. (Τού ανταποκριτού μας). — Ή στρατιωτική κυβέρνησις αποφάσισε νά επιτρέψη τήν δράσιν τού νέου Κόμματος τής Δικαιοσύνης. bbox=[592, 1163, 1143, 1183]
article-body: ΒΕΡΟΙΑ, 14. — Τό κακουργιοδικείον κατεδίκασεν είς δεκαετή κάθειρξιν τόν αδελφοκτόνον. bbox=[1149, 1543, 1325, 1573]
article-body: ΦΛΩΡΙΝΑ, 14. — Συνοδεία τού Μητροπολίτου, τών άρχών καί πλήθους κατοίκων, άπεκαλύφθησαν αί προτομαί τών ιερέων μακεδονομάχων, είς τάς κοινότητας τής περιοχής. Είς τήν Πρέσπαν έτελέσθησαν αί καθιερωμέναι ναυτικαί έορταί μέ λεμβοδρομίας καί κολυμβητικούς άγώνας. bbox=[592, 420, 972, 461]
section-rule bbox=[1149, 412, 1560, 414]
article-rotary-xanthi bbox=[402, 690, 584, 904]
article-body: Οί άλεσί τών άρτοβιομηχάνων ήσαν κλειστοί καθ' όλην τήν χθεσινήν ημέραν, λόγω τής απεργίας τών αρτεργατών καί μυλεργατών. ΑΘΗΝΑΙ, 14. — «Αναγκάσθημεν νά κατέλθωμεν είς νέαν απεργίαν», δηλούν αί συνδικαλιστικαί οργανώσεις, «διότι ή Κυβέρνησις αδιαφορεί διά τά δίκαια αιτήματά μας». ΛΑΡΙΣΑ, 14. — Οί άρτεργάται καί μυλεργάται συμμετέσχον καθολικώς είς τήν απεργίαν. bbox=[8, 519, 396, 569]
article-italian-ambassador bbox=[402, 1112, 584, 1259]
article-florina-arts bbox=[402, 218, 584, 482]
headline: ΑΠΕΚΑΛΥΦΘΗΣΑΝ ΕΙΣ ΤΗΝ ΠΕΡΙΟΧΗΝ ΦΛΩΡΙΝΗΣ ΑΙ ΠΡΟΤΟΜΑΙ ΔΥΟ ΜΑΚΕΔΟΝΟΜΑΧΩΝ ΚΛΗΡΙΚΩΝ bbox=[622, 8, 942, 62]
article-lover-threat bbox=[1149, 418, 1560, 692]
article-congo-adoula bbox=[592, 1306, 1143, 1527]
article-body: ΧΑΝΙΑ, 14. — Τό εφετείον μείωσε τήν ποινήν τού διευθυντού τής εφημερίδος «Κρητικόν Φώς». bbox=[1149, 1216, 1556, 1226]
headline: ΑΠΕΙΛΕΙ ΟΤΙ ΘΑ ΦΟΝΕΥΣΗ ΤΟΝ ΕΡΑΣΤΗΝ ΤΗΣ ΜΕ ΤΟΝ ΟΠΟΙΟΝ ΣΥΝΕΖΗ ΑΠΟ ΠΟΛΛΩΝ ΕΤΩΝ ΑΛΛΑ ΤΕΛΕΥΤΑΙΩΣ ΗΡΡΑΒΩΝΙΣΘΗ ΜΕ ΑΛΛΗΝ bbox=[1157, 418, 1551, 463]
article-body: ΑΘΗΝΑΙ, 14. — Ό καθηγητής κ. Τρεμπέλας υπέβαλε μήνυσιν κατά τού περιοδικού «Ζωή». bbox=[402, 950, 584, 980]
article-turkey-junta bbox=[592, 1059, 1143, 1296]
article-briggs-return bbox=[1149, 1933, 1325, 2015]
article-body: ΜΠΟΥΝΙΑ, Κογκό, 14. — Μετά τήν αποκατάστασιν τής τάξεως, τό δημοτικόν σχολείον τής ελληνικής κοινότητος θά λειτουργήση κανονικώς. bbox=[592, 1569, 1143, 1590]
article-body: ΦΛΩΡΙΝΑ, 14. — Συνοδεία τού Μητροπολίτου, τών άρχών καί πλήθους κατοίκων, άπεκαλύφθησαν αί προτομαί τών ιερέων μακεδονομάχων, είς τάς κοινότητας τής περιοχής. Είς τήν Πρέσπαν έτελέσθησαν αί καθιερωμέναι ναυτικαί έορταί μέ λεμβοδρομίας καί κολυμβητικούς άγώνας. bbox=[592, 547, 972, 587]
article-body: ΜΠΟΥΕΝΟΣ ΑΫΡΕΣ, 14. (Ρόυτερ). — Ηρεμία επικρατεί είς τήν Αργεντινήν. bbox=[1149, 1759, 1325, 1779]
article-body: Οί άλεσί τών άρτοβιομηχάνων ήσαν κλειστοί καθ' όλην τήν χθεσινήν ημέραν, λόγω τής απεργίας τών αρτεργατών καί μυλεργατών. ΑΘΗΝΑΙ, 14. — «Αναγκάσθημεν νά κατέλθωμεν είς νέαν απεργίαν», δηλούν αί συνδικαλιστικαί οργανώσεις, «διότι ή Κυβέρνησις αδιαφορεί διά τά δίκαια αιτήματά μας». ΛΑΡΙΣΑ, 14. — Οί άρτεργάται καί μυλεργάται συμμετέσχον καθολικώς είς τήν απεργίαν. bbox=[8, 415, 396, 465]
article-criminal-registry bbox=[1331, 2153, 1560, 2329]
headline: Ο ΝΑΥΑΡΧΟΣ ΤΖΑΙΗΜΣ ΡΑΣΣΕΛ ΔΙΟΙΚΗΤΗΣ ΤΩΝ ΕΝ Ν. ΕΥΡΩΠΗ ΔΥΝΑΜΕΩΝ ΤΩΝ ΧΩΡΩΝ ΤΟΥ ΝΑΤΟ bbox=[11, 8, 393, 78]
headline: ΚΑΤΕΡΡΕΥΣΕΝ ΟΙΚΙΣΚΟΣ ΚΑΙ ΕΤΡΑΥΜΑΤΙΣΘΗΣΑΝ ΤΕΣΣΑΡΑ ΑΤΟΜΑ bbox=[405, 1265, 581, 1303]
headline: Ο ΥΠΟΥΡΓΟΣ Β. ΕΛΛΑΔΟΣ κ. ΘΕΟΛΟΓΙΤΗΣ ΕΘΕΜΕΛΙΩΣΕ ΤΟ ΑΝΕΓΕΙΡΟΜΕΝΟΝ ΕΙΣ ΤΗΝ ΞΑΝΘΗΝ ΑΣΥΛΟΝ ΑΝΙΑΤΩΝ bbox=[8, 1563, 396, 1608]
article-body: ΦΛΩΡΙΝΑ, 14. — Συνοδεία τού Μητροπολίτου, τών άρχών καί πλήθους κατοίκων, άπεκαλύφθησαν αί προτομαί τών ιερέων μακεδονομάχων, είς τάς κοινότητας τής περιοχής. Είς τήν Πρέσπαν έτελέσθησαν αί καθιερωμέναι ναυτικαί έορταί μέ λεμβοδρομίας καί κολυμβητικούς άγώνας. bbox=[592, 377, 972, 418]
article-body: ΧΟΓΚ ΚΟΓΚ, 14. ('Ασσ. Πρέςς). — Ό πρόεδρος τής Γκάνας Νκρουμάχ αφίκετο είς Πεκίνον. bbox=[978, 672, 1143, 703]
headline: ΕΠΕΣΤΡΕΨΕΝ Ο κ. ΜΠΡΙΓΚΣ bbox=[1160, 1933, 1313, 1944]
article-body: ΑΘΗΝΑΙ, 14. — Ό Αρχιεπίσκοπος ανεκοίνωσεν ότι επιδιώκεται ή επίλυσις τών εκκλησιαστικών θεμάτων πρό τής συγκλήσεως τής Ιεραρχίας. bbox=[592, 2148, 972, 2168]
section-rule bbox=[8, 1004, 396, 1006]
article-body: ΦΛΩΡΙΝΑ, 14. — Συνοδεία τού Μητροπολίτου, τών άρχών καί πλήθους κατοίκων, άπεκαλύφθησαν αί προτομαί τών ιερέων μακεδονομάχων, είς τάς κοινότητας τής περιοχής. Είς τήν Πρέσπαν έτελέσθησαν αί καθιερωμέναι ναυτικαί έορταί μέ λεμβοδρομίας καί κολυμβητικούς άγώνας. bbox=[592, 505, 972, 545]
article-body: ΑΘΗΝΑΙ, 14. — Ό Αρχιεπίσκοπος ανεκοίνωσεν ότι επιδιώκεται ή επίλυσις τών εκκλησιαστικών θεμάτων πρό τής συγκλήσεως τής Ιεραρχίας. bbox=[592, 2170, 972, 2191]
headline: ΕΠΡΑΓΜΑΤΟΠΟΙΗΘΗ Η ΝΕΑ ΑΠΕΡΓΙΑ ΤΩΝ ΑΡΤΕΡΓΑΤΩΝ ΚΑΙ ΜΥΛΕΡΓΑΤΩΝ bbox=[21, 298, 383, 340]
headline: ΧΟΛΗ, Η ΕΠΕΤΕΙΟΣ ΤΗΣ ΠΑΡΑΔΟΣΕΩΣ ΤΗΣ ΙΑΠΩΝΙΑΣ bbox=[981, 363, 1140, 385]
subheadline: ΕΖΗΤΗΣΑΝ ΤΗΝ ΛΗΨΙΝ ΠΡΟΣΤΑΤΕΥΤΙΚΩΝ ΜΕΤΡΩΝ bbox=[42, 699, 362, 715]
headline: Η ΧΡΗΜΑΤΑΓΟΡΑ ΤΟΥ ΛΟΝΔΙΝΟΥ bbox=[1177, 1829, 1297, 1852]
article-body: ΚΑΡΥΑΙ, 14. — Ό πρέσβυς τής Ιταλίας έπεσκέφθη τό Άγιον Όρος καί έγένετο δεκτός υπό τής Ιεράς Κοινότητος. bbox=[402, 1172, 584, 1203]
section-rule bbox=[8, 292, 396, 294]
article-body: ΑΘΗΝΑΙ, 14. — Είς τήν οδόν Αθηνάς συνελήφθη άτομον φέρον παρανόμως ιερατικόν σχήμα. bbox=[402, 2211, 584, 2242]
article-body: ΛΑΓΚΑΔΑΣ, 14. — Τήν Κυριακήν θά εκπλειστηριασθούν οικιακά είδη συνδρομητών. bbox=[978, 239, 1143, 270]
kicker: 'Επί τής παλαιάς όδού Ύπαπαντής bbox=[1233, 9, 1476, 25]
article-body: Είς τήν μαθητικήν κατασκήνωσιν έπραγματοποιήθη τελετή λήξεως τής θερινής περιόδου παρουσία τών αρχών. bbox=[592, 1986, 1070, 1997]
article-body: ΞΑΝΘΗ, 14. — Είς τήν αίθουσαν τού Δημαρχείου ήρχισαν αί εργασίαι τού συνεδρίου τών Ροταριανών Ομίλων Μακεδονίας καί Θράκης. bbox=[402, 773, 584, 814]
headline: ΚΟΙΝΟΠΡΑΞΙΑΝ ΣΥΝΕΡΓΑΤΙΚΗΣ ΜΟΡΦΗΣ ΙΔΡΥΟΥΝ ΟΙ ΒΙΟΜΗΧΑΝΟΙ ΕΡΙΟΥΡΓΙΑΣ bbox=[22, 2149, 382, 2187]
section-rule bbox=[592, 1300, 1143, 1302]
headline: ΚΑΚΟΠΟΙΟΣ ΗΠΕΙΛΗΣΕ ΔΙΑ ΠΙΣΤΟΛΙΟΥ ΑΣΤΥΦΥΛΑΚΑ bbox=[412, 1606, 574, 1631]
article-body: ΑΘΗΝΑΙ, 14. — Μέχρι σήμερον εξήχθησαν 16.000 τόννοι ροδακίνων, παρά τήν έλλειψιν βαγονίων-ψυγείων. ΠΩΣ ΔΙΑΤΙΘΕΝΤΑΙ. ΠΟΣΑ ΕΞΗΧΘΗΣΑΝ. bbox=[1331, 1457, 1560, 1487]
article-body: ΛΟΝΔΙΝΟΝ, 14. ('Ασσ. Πρέςς). — Αί τιμαί εις τήν χρηματαγοράν παρέμειναν σταθεραί. bbox=[1149, 1855, 1325, 1885]
article-church-issues bbox=[592, 2082, 972, 2329]
article-body: ΟΥΑΣΙΓΚΤΩΝ, 14. ('Ασσ. Πρέςς). — Ό πρόεδρος Κέννεντυ απέστειλε τηλεγράφημα πρός τόν σέρ Ουίνστων Τσώρτσιλ, επί τή επετείω τής υπογραφής τού Χάρτου τού Ατλαντικού. bbox=[8, 1366, 396, 1386]
article-body: ΑΛΕΞΑΝΔΡΟΥΠΟΛΙΣ, 14. — Έκρηματισθη υπό τής δημοτικής αρχής ή κατεδάφισις τών ερειπίων κτισμάτων τής πόλεως. bbox=[1149, 777, 1560, 798]
article-body: ΛΕΟΠΟΛΝΤΒΙΛ, 14. (Ρόυτερ). — Ό πρωθυπουργός τού Κογκό κ. Αντούλα θά μεταβή αύριον είς Στανλεϋβίλ διά νά συναντηθή μετά τού Γκιζένκα. bbox=[592, 1385, 1143, 1406]
article-body: ΜΠΟΓΚΟΤΑ, 14. ('Ασσ. Πρέςς). — Κατόπιν απαγωγής πλουσίου βιομηχάνου, οί άπαγωγείς άπέστειλαν επιστολήν ζητούντες λύτρα διά τούς πτωχούς τής περιοχής. bbox=[978, 45, 1143, 105]
headline: ΑΙ ΚΑΛΛΙΤΕΧΝΙΚΑΙ ΕΚΔΗΛΩΣΕΙΣ ΕΙΣ ΦΛΩΡΙΝΑΝ bbox=[409, 218, 577, 243]
article-body: ΚΩΝ/ΠΟΛΙΣ, 14. (Τού ανταποκριτού μας). — Ή στρατιωτική κυβέρνησις αποφάσισε νά επιτρέψη τήν δράσιν τού νέου Κόμματος τής Δικαιοσύνης. bbox=[592, 1140, 1143, 1161]
subheadline: ΑΔΙΑΦΟΡΕΙ ΤΕΛΕΙΩΣ Η ΚΥΒΕΡΝΗΣΙΣ bbox=[62, 342, 342, 360]
headline: ΕΚΠΛΕΙΣΤΗΡΙΑΖΟΝΤΑΙ ΟΙΚΙΑΚΑ ΕΙΔΗ ΣΥΝΔΡΟΜΗΤΩΝ ΤΟΥ ΕΙΡ ΕΙΣ ΤΟΝ ΛΑΓΚΑΔΑΝ bbox=[983, 190, 1138, 236]
headline: ΠΕΡΙΕΡΓΟΙ ΑΠΑΓΩΓΑΙ «ΑΝΙΔΙΟΤΕΛΕΙΣ» ΕΙΣ ΚΟΛΟΜΒΙΑΝ bbox=[1001, 8, 1120, 42]
article-body: ΦΛΩΡΙΝΑ, 14. — Συνοδεία τού Μητροπολίτου, τών άρχών καί πλήθους κατοίκων, άπεκαλύφθησαν αί προτομαί τών ιερέων μακεδονομάχων, είς τάς κοινότητας τής περιοχής. Είς τήν Πρέσπαν έτελέσθησαν αί καθιερωμέναι ναυτικαί έορταί μέ λεμβοδρομίας καί κολυμβητικούς άγώνας. bbox=[592, 81, 972, 122]
article-body: ΠΝΟΜ ΠΕΝΧ, 14. ('Ασσ. Πρέςς). — Ό αρχηγός τού κράτους τής Καμποτζίας πρίγκηψ Νοροντόμ Σιχανούκ υπέβαλεν αιφνιδίως τήν παραίτησίν του. bbox=[592, 869, 1143, 889]
article-body: ΦΛΩΡΙΝΑ, 14. — Μέ εξαιρετικήν επιτυχίαν συνεχίζονται αί καλλιτεχνικαί εκδηλώσεις τού Φεστιβάλ. Τό θέατρον ήτο κατάμεστον καί τό κοινόν έχειροκρότησε τούς καλλιτέχνας. bbox=[402, 350, 584, 400]
article-body: ΠΕΙΡΑΙΕΥΣ, 14. — Ή αστυνομία απηγόρευσε τήν τέλεσιν μνημοσύνου υπό πολιτικής οργανώσεως. bbox=[402, 1877, 584, 1908]
article-municipal-debts bbox=[1149, 939, 1560, 1165]
article-body: ΑΘΗΝΑΙ, 14. — Συνήλθε τό διοικητικόν συμβούλιον τής ομοσπονδίας τών υγειονομικών καί απεφάσισε νά κηρύξη απεργίαν. bbox=[592, 1818, 1131, 1829]
article-colombia-kidnappings bbox=[978, 8, 1143, 184]
article-body: ΦΛΩΡΙΝΑ, 14. — Συνοδεία τού Μητροπολίτου, τών άρχών καί πλήθους κατοίκων, άπεκαλύφθησαν αί προτομαί τών ιερέων μακεδονομάχων, είς τάς κοινότητας τής περιοχής. Είς τήν Πρέσπαν έτελέσθησαν αί καθιερωμέναι ναυτικαί έορταί μέ λεμβοδρομίας καί κολυμβητικούς άγώνας. bbox=[592, 166, 972, 206]
article-body: ΑΘΗΝΑΙ, 14. — Ό Αρχιεπίσκοπος ανεκοίνωσεν ότι επιδιώκεται ή επίλυσις τών εκκλησιαστικών θεμάτων πρό τής συγκλήσεως τής Ιεραρχίας. bbox=[592, 2125, 972, 2146]
article-police-threat bbox=[402, 1606, 584, 1831]
headline: Ο ΚΑΘΗΓΗΤΗΣ κ. ΤΡΕΜΠΕΛΑΣ ΕΜΗΝΥΣΕ ΤΟ ΠΕΡΙΟΔΙΚΟΝ «ΖΩΗ» bbox=[403, 910, 583, 948]
article-body: ΦΛΩΡΙΝΑ, 14. — Συνοδεία τού Μητροπολίτου, τών άρχών καί πλήθους κατοίκων, άπεκαλύφθησαν αί προτομαί τών ιερέων μακεδονομάχων, είς τάς κοινότητας τής περιοχής. Είς τήν Πρέσπαν έτελέσθησαν αί καθιερωμέναι ναυτικαί έορταί μέ λεμβοδρομίας καί κολυμβητικούς άγώνας. bbox=[592, 251, 972, 291]
article-body: ΒΕΡΟΙΑ, 14. — Μεγάλη κοσμοσυρροή σημειώθη είς τήν μονήν Παναγίας Σουμελά διά τόν εορτασμόν τής Κοιμήσεως τής Θεοτόκου. bbox=[402, 1451, 584, 1492]
article-body: ΚΑΡΥΑΙ, 14. — Ό πρέσβυς τής Ιταλίας έπεσκέφθη τό Άγιον Όρος καί έγένετο δεκτός υπό τής Ιεράς Κοινότητος. bbox=[402, 1139, 584, 1169]
headline: ΟΙ ΥΓΕΙΟΝΟΜΙΚΟΙ ΘΑ ΟΡΓΑΝΩΣΟΥΝ ΑΠΕΡΓΙΑΝ ΑΝ ΔΕΝ ΙΚΑΝΟΠΟΙΗΘΟΥΝ ΤΑ ΑΙΤΗΜΑΤΑ ΤΩΝ bbox=[597, 1759, 1138, 1791]
article-body: ΑΛΕΞΑΝΔΡΟΥΠΟΛΙΣ, 14. — Ό Ά. τού Κανάρη, άλιεύς έκ τού χωρίου Σουφλίου, συνελήφθη υπό τών τουρκικών άρχών κατά τήν άλιείαν είς τόν ποταμόν Έβρον. bbox=[402, 91, 584, 131]
article-body: ΑΛΕΞΑΝΔΡΟΥΠΟΛΙΣ, 14. — Έκρηματισθη υπό τής δημοτικής αρχής ή κατεδάφισις τών ερειπίων κτισμάτων τής πόλεως. bbox=[1149, 732, 1560, 753]
article-marina-kent bbox=[1149, 1629, 1325, 1727]
article-fisherman-evros bbox=[402, 8, 584, 212]
article-body: Οί άλεσί τών άρτοβιομηχάνων ήσαν κλειστοί καθ' όλην τήν χθεσινήν ημέραν, λόγω τής απεργίας τών αρτεργατών καί μυλεργατών. ΑΘΗΝΑΙ, 14. — «Αναγκάσθημεν νά κατέλθωμεν είς νέαν απεργίαν», δηλούν αί συνδικαλιστικαί οργανώσεις, «διότι ή Κυβέρνησις αδιαφορεί διά τά δίκαια αιτήματά μας». ΛΑΡΙΣΑ, 14. — Οί άρτεργάται καί μυλεργάται συμμετέσχον καθολικώς είς τήν απεργίαν. bbox=[8, 467, 396, 517]
article-japan-anniversary bbox=[978, 363, 1143, 488]
article-body: ΑΘΗΝΑΙ, 14. — Τήν 1.30 π.μ. είς τήν Κυψέλην, ό άστυφύλαξ ηπειλήθη διά πιστολίου υπό αγνώστου κακοποιού, όστις διέφυγε. bbox=[402, 1676, 584, 1716]
article-body: ΑΘΗΝΑΙ, 14. — Ό καθηγητής κ. Τρεμπέλας υπέβαλε μήνυσιν κατά τού περιοδικού «Ζωή». bbox=[402, 983, 584, 1014]
article-body: ΚΩΝ/ΠΟΛΙΣ, 14. — Ή Τουρκία θά δανείση σίτον είς τό Ισραήλ καί τάς Ινδίας. bbox=[978, 564, 1143, 594]
headline: ΟΙ ΤΟΜΑΤΟΠΑΡΑΓΩΓΟΙ ΘΕΣΣΑΛΟΝΙΚΗΣ ΚΑΙ ΛΑΓΚΑΔΑ ΕΝ ΑΠΟΓΝΩΣΕΙ ΔΙΑ ΤΗΝ ΜΗ ΑΠΟΡΡΟΦΗΣΙΝ ΤΟΜΑΤΑΣ bbox=[15, 669, 389, 699]
article-athens-briefs bbox=[1331, 1976, 1560, 2147]
column-divider bbox=[587, 6, 588, 2329]
article-body: ΠΝΟΜ ΠΕΝΧ, 14. ('Ασσ. Πρέςς). — Ό αρχηγός τού κράτους τής Καμποτζίας πρίγκηψ Νοροντόμ Σιχανούκ υπέβαλεν αιφνιδίως τήν παραίτησίν του. bbox=[592, 823, 1143, 844]
article-body: ΑΓΙΟΣ ΣΕΒΑΣΤΙΑΝΟΣ, 14. ('Ασσ. Πρέςς). — Ό στρατηγός Φράνκο ώμολόγησεν είς λόγον του, ότι όμάδες αντικαθεστωτικών έχουν αρχίσει ένοπλον δράσιν. bbox=[8, 1060, 396, 1080]
headline: Ο ΕΟΡΤΑΣΜΟΣ ΕΙΣ ΤΗΝ ΜΟΝΗΝ ΠΑΝΑΓΙΑΣ ΣΟΥΜΕΛΑ bbox=[406, 1423, 580, 1449]
article-body: ΑΘΗΝΑΙ, 14. — Συνήλθε τό διοικητικόν συμβούλιον τής ομοσπονδίας τών υγειονομικών καί απεφάσισε νά κηρύξη απεργίαν. bbox=[592, 1793, 1131, 1804]
headline: ΚΑΙ ΑΛΛΟΣ ΑΛΙΕΥΣ ΣΥΝΕΛΗΦΘΗ ΥΠΟ ΤΩΝ ΤΟΥΡΚΩΝ ΕΙΣ ΤΟΝ ΕΒΡΟΝ bbox=[415, 8, 571, 46]
headline: Η ΣΤΡΑΤΙΩΤΙΚΗ ΧΟΥΝΤΑ ΤΗΣ ΤΟΥΡΚΙΑΣ ΑΠΕΦΑΣΙΣΕ ΝΑ ΑΝΕΧΘΗ ΤΗΝ ΔΡΑΣΙΝ ΤΟΥ ΝΕΟΥ ΚΟΜΜΑΤΟΣ ΤΗΣ ΔΙΚΑΙΟΣΥΝΗΣ bbox=[596, 1059, 1139, 1093]
article-health-workers-strike bbox=[592, 1759, 1143, 1945]
article-body: ΟΥΑΣΙΓΚΤΩΝ, 14. ('Ασσ. Πρέςς). — Τό ύπουργεϊον άμυνες άνεκοίνωσεν, δτι ό ναύαρχος Τζαίημς Ρασσελ, άναχωρεί εντός τών έπομένων διά νά άναλάβη τήν διοίκησιν τών δυνάμεων τού ΝΑΤΟ είς τήν νότιον Εύρώπην. bbox=[8, 80, 396, 111]
article-body: Ή κυβέρνησις τού Μαλαουί ανακοίνωσεν νέα μέτρα. bbox=[1149, 2220, 1325, 2242]
article-body: «Αποστολάκη μήν περιμένεις τήν Κυριακή. Ό σεναριστικός Κινέ ζερίγχθη καί τό θέμα του αναγκάζει νά...» Τό τηλεγράφημα εστάλη πρός την αστυνομίαν, ήτις έλαβε μέτρα. bbox=[1149, 532, 1560, 553]
article-body: «Αποστολάκη μήν περιμένεις τήν Κυριακή. Ό σεναριστικός Κινέ ζερίγχθη καί τό θέμα του αναγκάζει νά...» Τό τηλεγράφημα εστάλη πρός την αστυνομίαν, ήτις έλαβε μέτρα. bbox=[1149, 510, 1560, 530]
headline: ΑΙ ΟΦΕΙΛΑΙ ΙΔΙΩΤΩΝ ΔΗΜΩΝ ΚΑΙ ΚΟΙΝΟΤΗΤΩΝ ΕΚ ΔΑΝΕΙΩΝ ΤΟΥ ΠΡΟΓΡΑΜΜΑΤΟΣ ΕΠΕΝΔΥΣΕΩΝ bbox=[1181, 939, 1528, 969]
headline: ΕΝ ΤΗΛΕΓΡΑΦΗΜΑ ΤΟΥ ΠΡΟΕΔΡΟΥ ΚΕΝΝΕΝΤΥ ΠΡΟΣ ΤΟΝ κ. ΤΣΩΡΤΣΙΛ ΕΠΙ ΤΗ ΕΠΕΤΕΙΩ ΤΗΣ ΥΠΟΓΡΑΦΗΣ ΤΟΥ ΧΑΡΤΟΥ ΤΟΥ ΑΤΛΑΝΤΙΚΟΥ bbox=[26, 1316, 377, 1364]
article-body: ΕΔΕΣΣΑ, 14. — Είς τήν Έδεσσαν συνεχίζονται αί εργασίαι διά τήν διαμόρφωσιν τών καταρρακτών. bbox=[1149, 2035, 1325, 2065]
